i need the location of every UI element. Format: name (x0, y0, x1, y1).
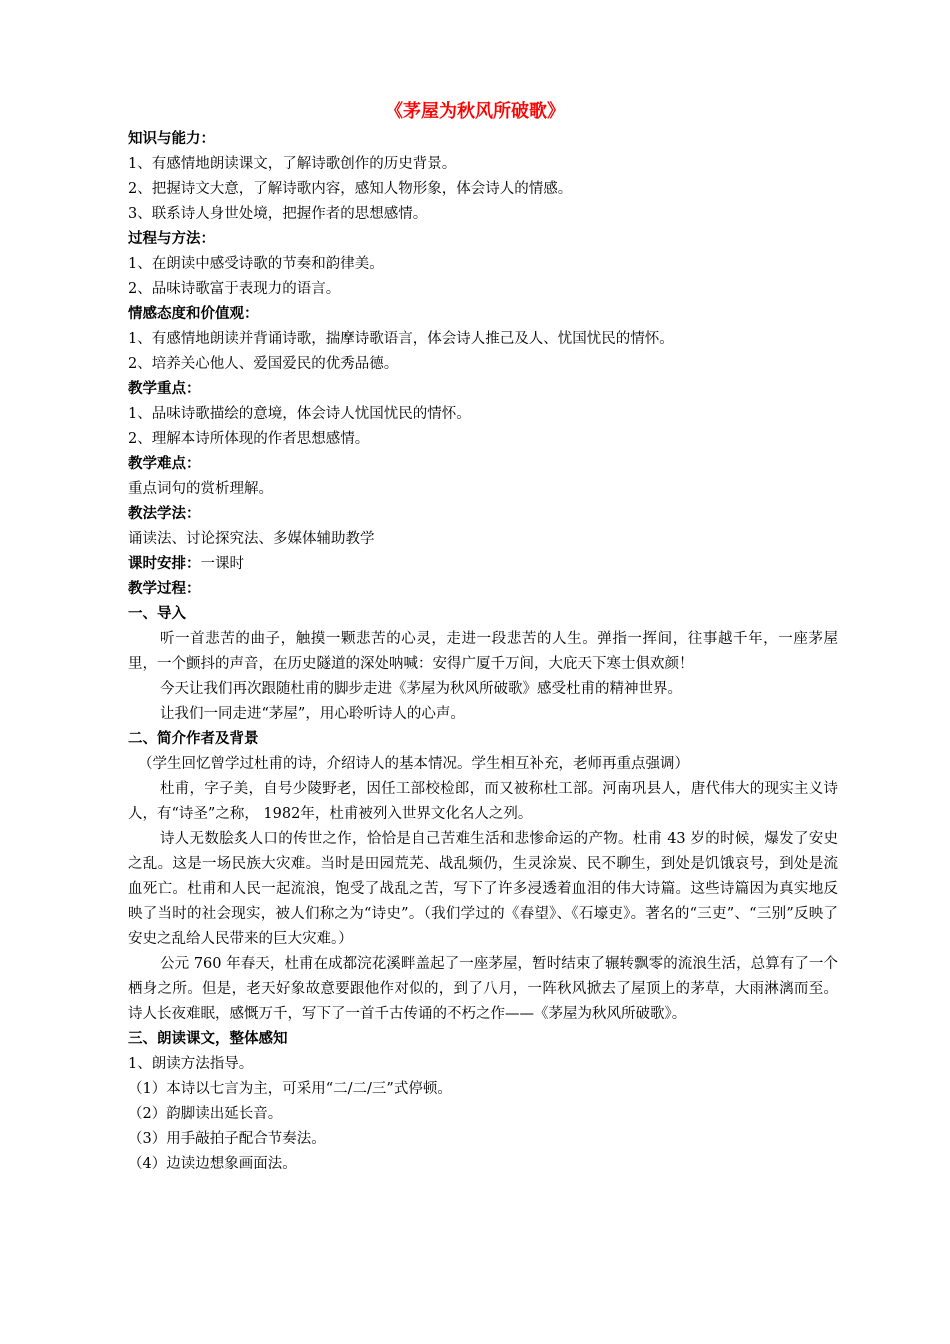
emotion-heading: 情感态度和价值观： (128, 306, 259, 322)
process-method-heading: 过程与方法： (128, 231, 215, 247)
methods-heading: 教法学法： (128, 506, 201, 522)
teaching-process-heading: 教学过程： (128, 581, 201, 597)
difficulty-heading: 教学难点： (128, 456, 201, 472)
list-item: （1）本诗以七言为主，可采用“二/二/三”式停顿。 (128, 1081, 452, 1097)
paragraph: 公元 760 年春天，杜甫在成都浣花溪畔盖起了一座茅屋，暂时结束了辗转飘零的流浪生活，总算有了一个栖身之所。但是，老天好象故意要跟他作对似的，到了八月，一阵秋风掀去了屋顶上的茅草，大雨淋漓而至。诗人长夜难眠，感慨万千，写下了一首千古传诵的不朽之作——《茅屋为秋风所破歌》。 (128, 956, 838, 1022)
document-body (128, 127, 838, 1177)
paragraph: 让我们一同走进“茅屋”，用心聆听诗人的心声。 (160, 706, 465, 722)
list-item: （3）用手敲拍子配合节奏法。 (128, 1131, 326, 1147)
section-heading: 三、朗读课文，整体感知 (128, 1031, 288, 1047)
paragraph-note: （学生回忆曾学过杜甫的诗，介绍诗人的基本情况。学生相互补充，老师再重点强调） (138, 756, 689, 772)
knowledge-heading: 知识与能力： (128, 131, 215, 147)
paragraph: 听一首悲苦的曲子，触摸一颗悲苦的心灵，走进一段悲苦的人生。弹指一挥间，往事越千年，一座茅屋里，一个颤抖的声音，在历史隧道的深处呐喊：安得广厦千万间，大庇天下寒士俱欢颜！ (128, 631, 838, 672)
list-item: 1、品味诗歌描绘的意境，体会诗人忧国忧民的情怀。 (128, 406, 471, 422)
subheading: 1、朗读方法指导。 (128, 1056, 254, 1072)
document-title: 《茅屋为秋风所破歌》 (385, 101, 565, 122)
list-item: 2、品味诗歌富于表现力的语言。 (128, 281, 341, 297)
paragraph: 今天让我们再次跟随杜甫的脚步走进《茅屋为秋风所破歌》感受杜甫的精神世界。 (160, 681, 682, 697)
list-item: 1、在朗读中感受诗歌的节奏和韵律美。 (128, 256, 384, 272)
paragraph: 诗人无数脍炙人口的传世之作，恰恰是自己苦难生活和悲惨命运的产物。杜甫 43 岁的时候，爆发了安史之乱。这是一场民族大灾难。当时是田园荒芜、战乱频仍，生灵涂炭、民不聊生，到处是饥饿哀号，到处是流血死亡。杜甫和人民一起流浪，饱受了战乱之苦，写下了许多浸透着血泪的伟大诗篇。这些诗篇因为真实地反映了当时的社会现实，被人们称之为“诗史”。（我们学过的《春望》、《石壕吏》。著名的“三吏”、“三别”反映了安史之乱给人民带来的巨大灾难。） (128, 831, 838, 947)
list-item: 1、有感情地朗读课文，了解诗歌创作的历史背景。 (128, 156, 457, 172)
methods-text: 诵读法、讨论探究法、多媒体辅助教学 (128, 531, 375, 547)
schedule-line (128, 552, 838, 577)
schedule-value: 一课时 (200, 556, 244, 572)
list-item: 2、培养关心他人、爱国爱民的优秀品德。 (128, 356, 399, 372)
list-item: 2、理解本诗所体现的作者思想感情。 (128, 431, 370, 447)
schedule-label: 课时安排： (128, 556, 201, 572)
paragraph: 杜甫，字子美，自号少陵野老，因任工部校检郎，而又被称杜工部。河南巩县人，唐代伟大的现实主义诗人，有“诗圣”之称， 1982年，杜甫被列入世界文化名人之列。 (128, 781, 838, 822)
section-heading: 一、导入 (128, 606, 186, 622)
list-item: （2）韵脚读出延长音。 (128, 1106, 283, 1122)
difficulty-text: 重点词句的赏析理解。 (128, 481, 273, 497)
section-heading: 二、简介作者及背景 (128, 731, 259, 747)
list-item: 1、有感情地朗读并背诵诗歌，揣摩诗歌语言，体会诗人推己及人、忧国忧民的情怀。 (128, 331, 674, 347)
focus-heading: 教学重点： (128, 381, 201, 397)
list-item: （4）边读边想象画面法。 (128, 1156, 297, 1172)
list-item: 3、联系诗人身世处境，把握作者的思想感情。 (128, 206, 428, 222)
list-item: 2、把握诗文大意，了解诗歌内容，感知人物形象，体会诗人的情感。 (128, 181, 573, 197)
